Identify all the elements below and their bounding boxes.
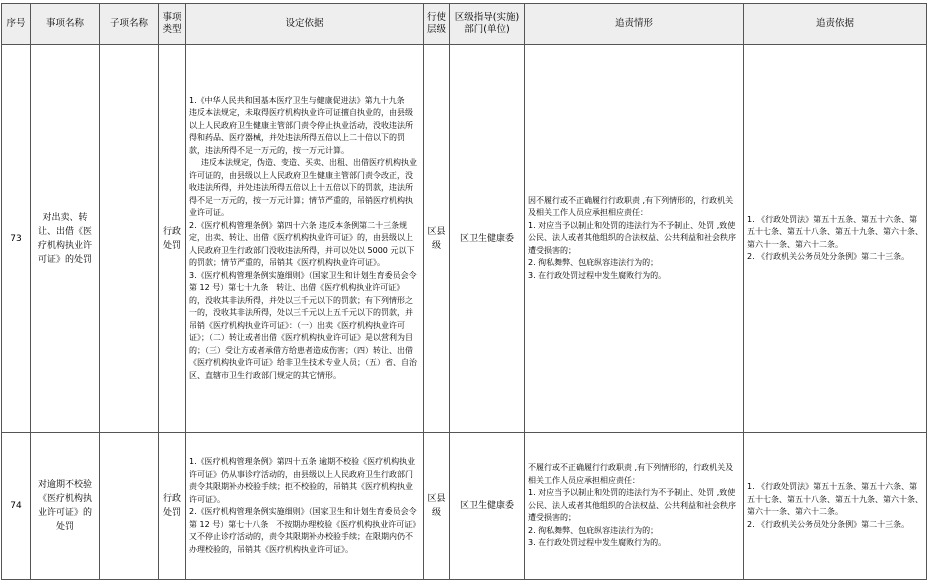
row-item-type: 行政处罚 [159, 45, 186, 433]
header-subitem: 子项名称 [100, 4, 159, 45]
accountability-line: 1. 对应当予以制止和处罚的违法行为不予制止、处罚 ,致使公民、法人或者其他组织的合法权益、公共利益和社会秩序遭受损害的； [528, 220, 736, 255]
row-dept: 区卫生健康委 [450, 45, 525, 433]
header-item: 事项名称 [31, 4, 100, 45]
table-row [2, 433, 927, 580]
row-seq: 73 [2, 45, 31, 433]
accountability-line: 不履行或不正确履行行政职责 ,有下列情形的，行政机关及相关工作人员应承担相应责任： [528, 463, 734, 485]
accountability-line: 3. 在行政处罚过程中发生腐败行为的。 [528, 270, 667, 280]
row-dept: 区卫生健康委 [450, 433, 525, 580]
row-accountability [525, 45, 744, 433]
basis-paragraph: 违反本法规定，伪造、变造、买卖、出租、出借医疗机构执业许可证的，由县级以上人民政府卫生健康主管部门责令改正，没收违法所得，并处违法所得五倍以上十五倍以下的罚款，违法所得不足一万元的，按一万元计算；情节严重的，吊销医疗机构执业许可证。 [189, 158, 417, 218]
legal-basis-line: 2. 《行政机关公务员处分条例》第二十三条。 [747, 519, 910, 529]
header-law: 追责依据 [744, 4, 927, 45]
row-subitem-name [100, 45, 159, 433]
basis-paragraph: 2.《医疗机构管理条例实施细则》（国家卫生和计划生育委员会令第 12 号）第七十八条 不按期办理校验《医疗机构执业许可证》又不停止诊疗活动的，责令其限期补办校验手续；在限期内仍不办理校验的，吊销其《医疗机构执业许可证》。 [189, 507, 417, 554]
accountability-line: 2. 徇私舞弊、包庇纵容违法行为的； [528, 525, 659, 535]
header-level: 行使层级 [424, 4, 450, 45]
header-row [2, 4, 927, 45]
row-item-type: 行政处罚 [159, 433, 186, 580]
legal-basis-line: 2. 《行政机关公务员处分条例》第二十三条。 [747, 252, 910, 261]
basis-paragraph: 1.《中华人民共和国基本医疗卫生与健康促进法》第九十九条 违反本法规定，未取得医疗机构执业许可证擅自执业的，由县级以上人民政府卫生健康主管部门责令停止执业活动，没收违法所得和药品、医疗器械，并处违法所得五倍以上二十倍以下的罚款，违法所得不足一万元的，按一万元计算。 [189, 95, 413, 155]
row-basis [186, 433, 424, 580]
row-item-name: 对逾期不校验《医疗机构执业许可证》的处罚 [31, 433, 100, 580]
row-level: 区县级 [424, 433, 450, 580]
accountability-line: 2. 徇私舞弊、包庇纵容违法行为的； [528, 258, 659, 268]
basis-paragraph: 3.《医疗机构管理条例实施细则》（国家卫生和计划生育委员会令第 12 号）第七十九条 转让、出借《医疗机构执业许可证》的，没收其非法所得，并处以三千元以下的罚款；有下列情形之一的，没收其非法所得，处以三千元以上五千元以下的罚款，并吊销《医疗机构执业许可证》：（一）出卖《医疗机构执业许可证》；（二）转让或者出借《医疗机构执业许可证》是以营利为目的；（三）受让方或者承借方给患者造成伤害；（四）转让、出借《医疗机构执业许可证》给非卫生技术专业人员；（五）省、自治区、直辖市卫生行政部门规定的其它情形。 [189, 270, 417, 380]
header-basis: 设定依据 [186, 4, 424, 45]
row-legal-basis [744, 45, 927, 433]
header-type: 事项类型 [159, 4, 186, 45]
header-seq: 序号 [2, 4, 31, 45]
header-dept: 区级指导(实施)部门(单位) [450, 4, 525, 45]
legal-basis-line: 1. 《行政处罚法》第五十五条、第五十六条、第五十七条、第五十八条、第五十九条、第六十条、第六十一条、第六十二条。 [747, 482, 923, 516]
row-accountability [525, 433, 744, 580]
accountability-line: 3. 在行政处罚过程中发生腐败行为的。 [528, 538, 667, 548]
accountability-line: 因不履行或不正确履行行政职责 ,有下列情形的，行政机关及相关工作人员应承担相应责任： [528, 195, 734, 218]
basis-paragraph: 1.《医疗机构管理条例》第四十五条 逾期不校验《医疗机构执业许可证》仍从事诊疗活动的，由县级以上人民政府卫生行政部门责令其限期补办校验手续；拒不校验的，吊销其《医疗机构执业许可证》。 [189, 457, 416, 504]
row-level: 区县级 [424, 45, 450, 433]
table-row [2, 45, 927, 433]
row-subitem-name [100, 433, 159, 580]
row-basis [186, 45, 424, 433]
header-acc: 追责情形 [525, 4, 744, 45]
legal-basis-line: 1. 《行政处罚法》第五十五条、第五十六条、第五十七条、第五十八条、第五十九条、第六十条、第六十一条、第六十二条。 [747, 214, 923, 249]
row-legal-basis [744, 433, 927, 580]
row-item-name: 对出卖、转让、出借《医疗机构执业许可证》的处罚 [31, 45, 100, 433]
row-seq: 74 [2, 433, 31, 580]
accountability-line: 1. 对应当予以制止和处罚的违法行为不予制止、处罚 ,致使公民、法人或者其他组织的合法权益、公共利益和社会秩序遭受损害的； [528, 488, 736, 523]
responsibility-table [1, 3, 927, 580]
basis-paragraph: 2.《医疗机构管理条例》第四十六条 违反本条例第二十三条规定，出卖、转让、出借《医疗机构执业许可证》的，由县级以上人民政府卫生行政部门没收违法所得，并可以处以 5000 元以下的罚款；情节严重的，吊销其《医疗机构执业许可证》。 [189, 220, 415, 268]
